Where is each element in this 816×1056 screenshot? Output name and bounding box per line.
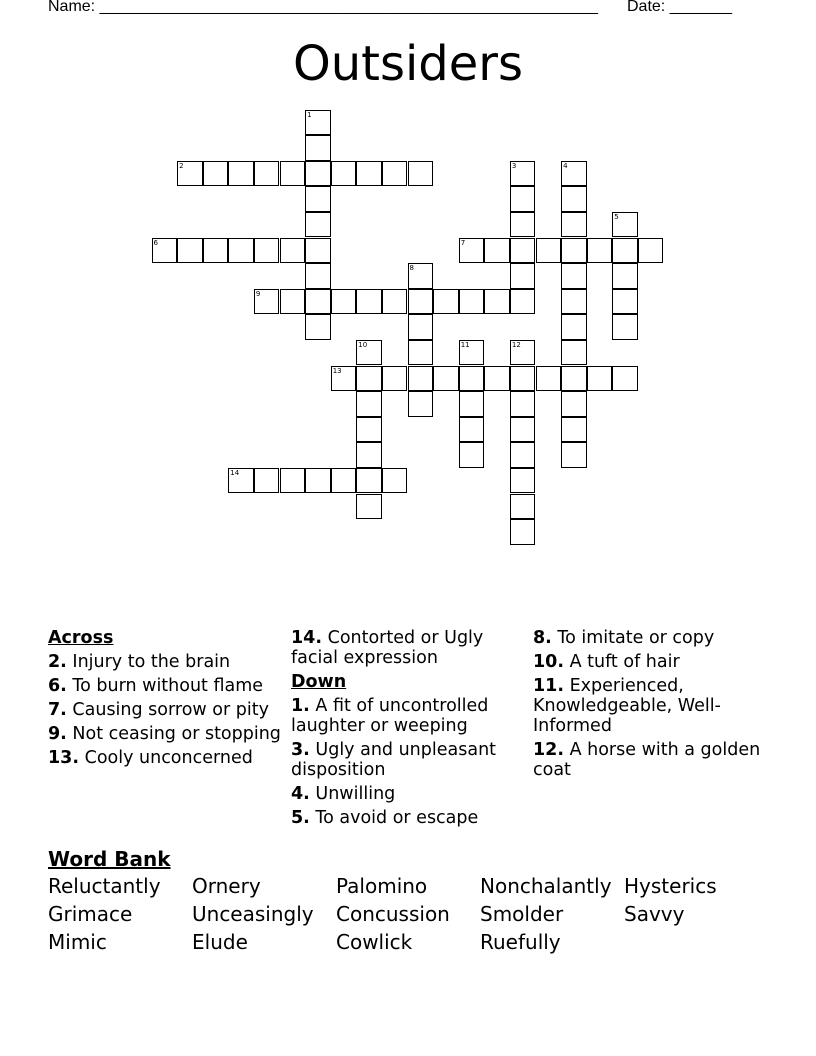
grid-cell[interactable] (356, 442, 382, 468)
word-bank-item: Ornery (192, 874, 261, 898)
grid-cell[interactable] (356, 289, 382, 315)
grid-cell[interactable] (459, 442, 485, 468)
clue-down-4 (291, 784, 527, 804)
grid-cell[interactable] (561, 417, 587, 443)
clue-number: 7. (48, 700, 67, 720)
cell-number: 14 (230, 468, 240, 477)
grid-cell[interactable] (356, 391, 382, 417)
grid-cell[interactable] (408, 366, 434, 392)
grid-cell[interactable] (612, 366, 638, 392)
grid-cell[interactable] (305, 314, 331, 340)
grid-cell[interactable] (459, 366, 485, 392)
grid-cell[interactable] (510, 519, 536, 545)
grid-cell[interactable] (356, 417, 382, 443)
grid-cell[interactable] (408, 263, 434, 289)
grid-cell[interactable] (305, 186, 331, 212)
cell-number: 3 (511, 161, 517, 170)
clue-text: Experienced, Knowledgeable, Well-Informed (533, 676, 721, 736)
grid-cell[interactable] (459, 391, 485, 417)
clue-number: 1. (291, 696, 310, 716)
grid-cell[interactable] (305, 161, 331, 187)
clue-number: 6. (48, 676, 67, 696)
grid-cell[interactable] (203, 161, 229, 187)
word-bank-item: Savvy (624, 902, 685, 926)
cell-number: 10 (358, 340, 368, 349)
clue-down-3 (291, 740, 527, 780)
grid-cell[interactable] (203, 238, 229, 264)
grid-cell[interactable] (459, 417, 485, 443)
grid-cell[interactable] (356, 340, 382, 366)
grid-cell[interactable] (356, 468, 382, 494)
clue-across-7 (48, 700, 284, 720)
grid-cell[interactable] (408, 161, 434, 187)
word-bank-item: Grimace (48, 902, 133, 926)
clue-number: 4. (291, 784, 310, 804)
clue-number: 11. (533, 676, 565, 696)
grid-cell[interactable] (228, 468, 254, 494)
clue-number: 8. (533, 628, 552, 648)
grid-cell[interactable] (254, 468, 280, 494)
clue-text: Contorted or Ugly facial expression (291, 628, 484, 668)
clue-text: Not ceasing or stopping (72, 724, 281, 744)
grid-cell[interactable] (510, 494, 536, 520)
grid-cell[interactable] (152, 238, 178, 264)
grid-cell[interactable] (331, 468, 357, 494)
clue-text: Cooly unconcerned (84, 748, 253, 768)
grid-cell[interactable] (228, 161, 254, 187)
grid-cell[interactable] (510, 289, 536, 315)
grid-cell[interactable] (408, 314, 434, 340)
clue-text: To avoid or escape (315, 808, 479, 828)
grid-cell[interactable] (561, 314, 587, 340)
grid-cell[interactable] (305, 263, 331, 289)
cell-number: 4 (563, 161, 568, 170)
grid-cell[interactable] (561, 186, 587, 212)
clue-number: 14. (291, 628, 323, 648)
grid-cell[interactable] (305, 212, 331, 238)
clue-down-1 (291, 696, 527, 736)
grid-cell[interactable] (612, 238, 638, 264)
grid-cell[interactable] (280, 161, 306, 187)
grid-cell[interactable] (459, 289, 485, 315)
grid-cell[interactable] (356, 366, 382, 392)
cell-number: 7 (460, 238, 466, 247)
word-bank-item: Palomino (336, 874, 428, 898)
grid-cell[interactable] (484, 366, 510, 392)
word-bank-item: Ruefully (480, 930, 561, 954)
cell-number: 5 (614, 212, 619, 221)
clue-column-2 (291, 628, 527, 832)
grid-cell[interactable] (280, 238, 306, 264)
grid-cell[interactable] (561, 212, 587, 238)
grid-cell[interactable] (228, 238, 254, 264)
clue-down-10 (533, 652, 769, 672)
clue-number: 12. (533, 740, 565, 760)
grid-cell[interactable] (561, 161, 587, 187)
puzzle-title: Outsiders (292, 36, 524, 92)
word-bank-item: Smolder (480, 902, 564, 926)
clue-number: 2. (48, 652, 67, 672)
grid-cell[interactable] (510, 417, 536, 443)
grid-cell[interactable] (356, 161, 382, 187)
grid-cell[interactable] (408, 289, 434, 315)
cell-number: 8 (409, 264, 414, 273)
word-bank-item: Reluctantly (48, 874, 161, 898)
clue-text: Causing sorrow or pity (72, 700, 269, 720)
clue-text: A horse with a golden coat (533, 740, 761, 780)
grid-cell[interactable] (612, 314, 638, 340)
clue-number: 3. (291, 740, 310, 760)
clue-text: To burn without flame (72, 676, 264, 696)
grid-cell[interactable] (510, 468, 536, 494)
grid-cell[interactable] (638, 238, 664, 264)
clue-down-12 (533, 740, 769, 780)
clue-column-1 (48, 628, 284, 772)
grid-cell[interactable] (433, 289, 459, 315)
clue-across-6 (48, 676, 284, 696)
grid-cell[interactable] (305, 289, 331, 315)
clue-number: 13. (48, 748, 80, 768)
grid-cell[interactable] (280, 468, 306, 494)
grid-cell[interactable] (280, 289, 306, 315)
cell-number: 12 (511, 340, 521, 349)
word-bank-item: Mimic (48, 930, 107, 954)
cell-number: 6 (153, 238, 158, 247)
clue-text: Ugly and unpleasant disposition (291, 740, 497, 780)
grid-cell[interactable] (254, 238, 280, 264)
grid-cell[interactable] (331, 289, 357, 315)
grid-cell[interactable] (484, 289, 510, 315)
grid-cell[interactable] (356, 494, 382, 520)
grid-cell[interactable] (561, 289, 587, 315)
grid-cell[interactable] (536, 238, 562, 264)
word-bank-item: Elude (192, 930, 248, 954)
grid-cell[interactable] (561, 366, 587, 392)
grid-cell[interactable] (459, 340, 485, 366)
cell-number: 1 (307, 110, 312, 119)
grid-cell[interactable] (254, 289, 280, 315)
grid-cell[interactable] (612, 212, 638, 238)
date-field-label: Date: _______ (627, 0, 732, 15)
grid-cell[interactable] (408, 391, 434, 417)
grid-cell[interactable] (561, 263, 587, 289)
grid-cell[interactable] (382, 366, 408, 392)
clue-down-8 (533, 628, 769, 648)
grid-cell[interactable] (408, 340, 434, 366)
grid-cell[interactable] (561, 391, 587, 417)
clue-text: A tuft of hair (569, 652, 680, 672)
grid-cell[interactable] (612, 289, 638, 315)
clue-number: 9. (48, 724, 67, 744)
grid-cell[interactable] (510, 186, 536, 212)
clue-across-14 (291, 628, 527, 668)
grid-cell[interactable] (305, 238, 331, 264)
grid-cell[interactable] (305, 110, 331, 136)
grid-cell[interactable] (254, 161, 280, 187)
grid-cell[interactable] (382, 468, 408, 494)
word-bank-item: Cowlick (336, 930, 413, 954)
grid-cell[interactable] (510, 161, 536, 187)
grid-cell[interactable] (510, 340, 536, 366)
grid-cell[interactable] (177, 238, 203, 264)
clue-text: A fit of uncontrolled laughter or weeping (291, 696, 489, 736)
clue-down-11 (533, 676, 769, 736)
grid-cell[interactable] (459, 238, 485, 264)
grid-cell[interactable] (612, 263, 638, 289)
grid-cell[interactable] (510, 263, 536, 289)
grid-cell[interactable] (510, 391, 536, 417)
grid-cell[interactable] (561, 442, 587, 468)
word-bank-heading: Word Bank (48, 847, 171, 871)
clue-number: 10. (533, 652, 565, 672)
clue-down-5 (291, 808, 527, 828)
grid-cell[interactable] (510, 212, 536, 238)
across-heading: Across (48, 628, 114, 648)
grid-cell[interactable] (510, 238, 536, 264)
cell-number: 11 (460, 340, 470, 349)
word-bank-item: Hysterics (624, 874, 717, 898)
clue-across-13 (48, 748, 284, 768)
cell-number: 13 (332, 366, 342, 375)
word-bank-item: Unceasingly (192, 902, 314, 926)
grid-cell[interactable] (382, 161, 408, 187)
grid-cell[interactable] (510, 366, 536, 392)
grid-cell[interactable] (331, 161, 357, 187)
clue-text: Injury to the brain (72, 652, 231, 672)
clue-across-9 (48, 724, 284, 744)
grid-cell[interactable] (433, 366, 459, 392)
grid-cell[interactable] (305, 468, 331, 494)
grid-cell[interactable] (331, 366, 357, 392)
word-bank-item: Concussion (336, 902, 450, 926)
clue-column-3 (533, 628, 769, 784)
cell-number: 9 (255, 289, 261, 298)
grid-cell[interactable] (510, 442, 536, 468)
word-bank-item: Nonchalantly (480, 874, 612, 898)
cell-number: 2 (179, 161, 184, 170)
grid-cell[interactable] (561, 238, 587, 264)
grid-cell[interactable] (587, 238, 613, 264)
name-field-label: Name: ________________________________________________________ (48, 0, 598, 15)
clue-across-2 (48, 652, 284, 672)
grid-cell[interactable] (382, 289, 408, 315)
grid-cell[interactable] (177, 161, 203, 187)
grid-cell[interactable] (305, 135, 331, 161)
grid-cell[interactable] (484, 238, 510, 264)
grid-cell[interactable] (561, 340, 587, 366)
down-heading: Down (291, 672, 347, 692)
grid-cell[interactable] (536, 366, 562, 392)
clue-text: Unwilling (315, 784, 396, 804)
grid-cell[interactable] (587, 366, 613, 392)
clue-number: 5. (291, 808, 310, 828)
clue-text: To imitate or copy (557, 628, 715, 648)
